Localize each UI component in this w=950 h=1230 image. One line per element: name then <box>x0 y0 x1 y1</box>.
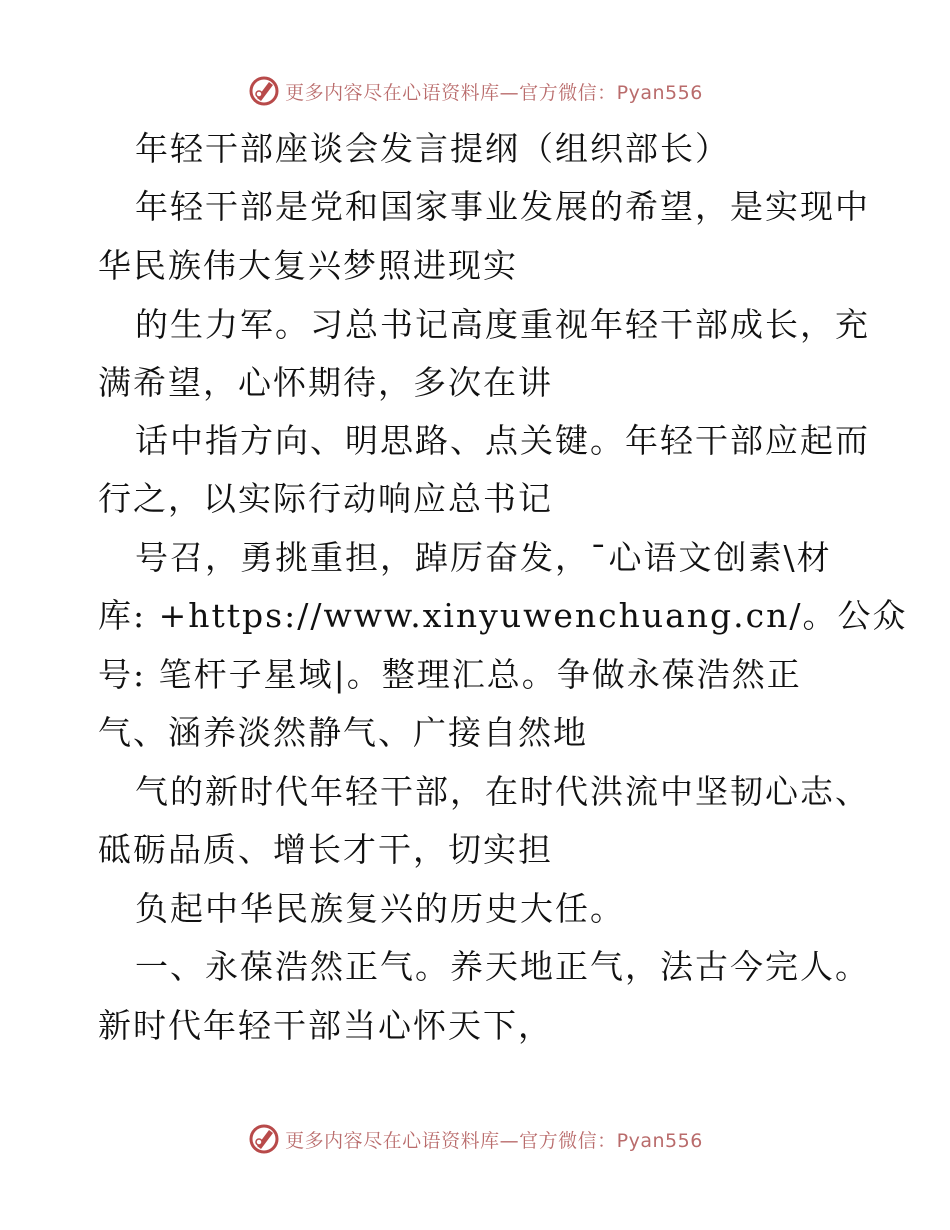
document-line: 气的新时代年轻干部，在时代洪流中坚韧心志、 <box>135 772 870 811</box>
document-title: 年轻干部座谈会发言提纲（组织部长） <box>135 129 730 168</box>
header-banner <box>0 71 950 111</box>
pen-logo-icon <box>247 1122 281 1156</box>
header-banner-text: 更多内容尽在心语资料库—官方微信：Pyan556 <box>285 81 703 104</box>
document-line: 库: +https://www.xinyuwenchuang.cn/。公众 <box>98 596 908 635</box>
document-line: 话中指方向、明思路、点关键。年轻干部应起而 <box>135 421 870 460</box>
document-line: 新时代年轻干部当心怀天下， <box>98 1006 553 1045</box>
document-line: 华民族伟大复兴梦照进现实 <box>98 246 518 285</box>
footer-banner <box>0 1119 950 1159</box>
document-line: 年轻干部是党和国家事业发展的希望，是实现中 <box>135 187 870 226</box>
document-line: 号召，勇挑重担，踔厉奋发，¯心语文创素\材 <box>135 538 832 577</box>
document-line: 气、涵养淡然静气、广接自然地 <box>98 713 588 752</box>
document-line: 满希望，心怀期待，多次在讲 <box>98 363 553 402</box>
document-line: 砥砺品质、增长才干，切实担 <box>98 830 553 869</box>
document-line: 负起中华民族复兴的历史大任。 <box>135 889 625 928</box>
document-line: 的生力军。习总书记高度重视年轻干部成长，充 <box>135 305 870 344</box>
document-line: 行之，以实际行动响应总书记 <box>98 479 553 518</box>
pen-logo-icon <box>247 74 281 108</box>
footer-banner-text: 更多内容尽在心语资料库—官方微信：Pyan556 <box>285 1129 703 1152</box>
document-line: 号: 笔杆子星域|。整理汇总。争做永葆浩然正 <box>98 655 802 694</box>
document-line: 一、永葆浩然正气。养天地正气，法古今完人。 <box>135 947 870 986</box>
